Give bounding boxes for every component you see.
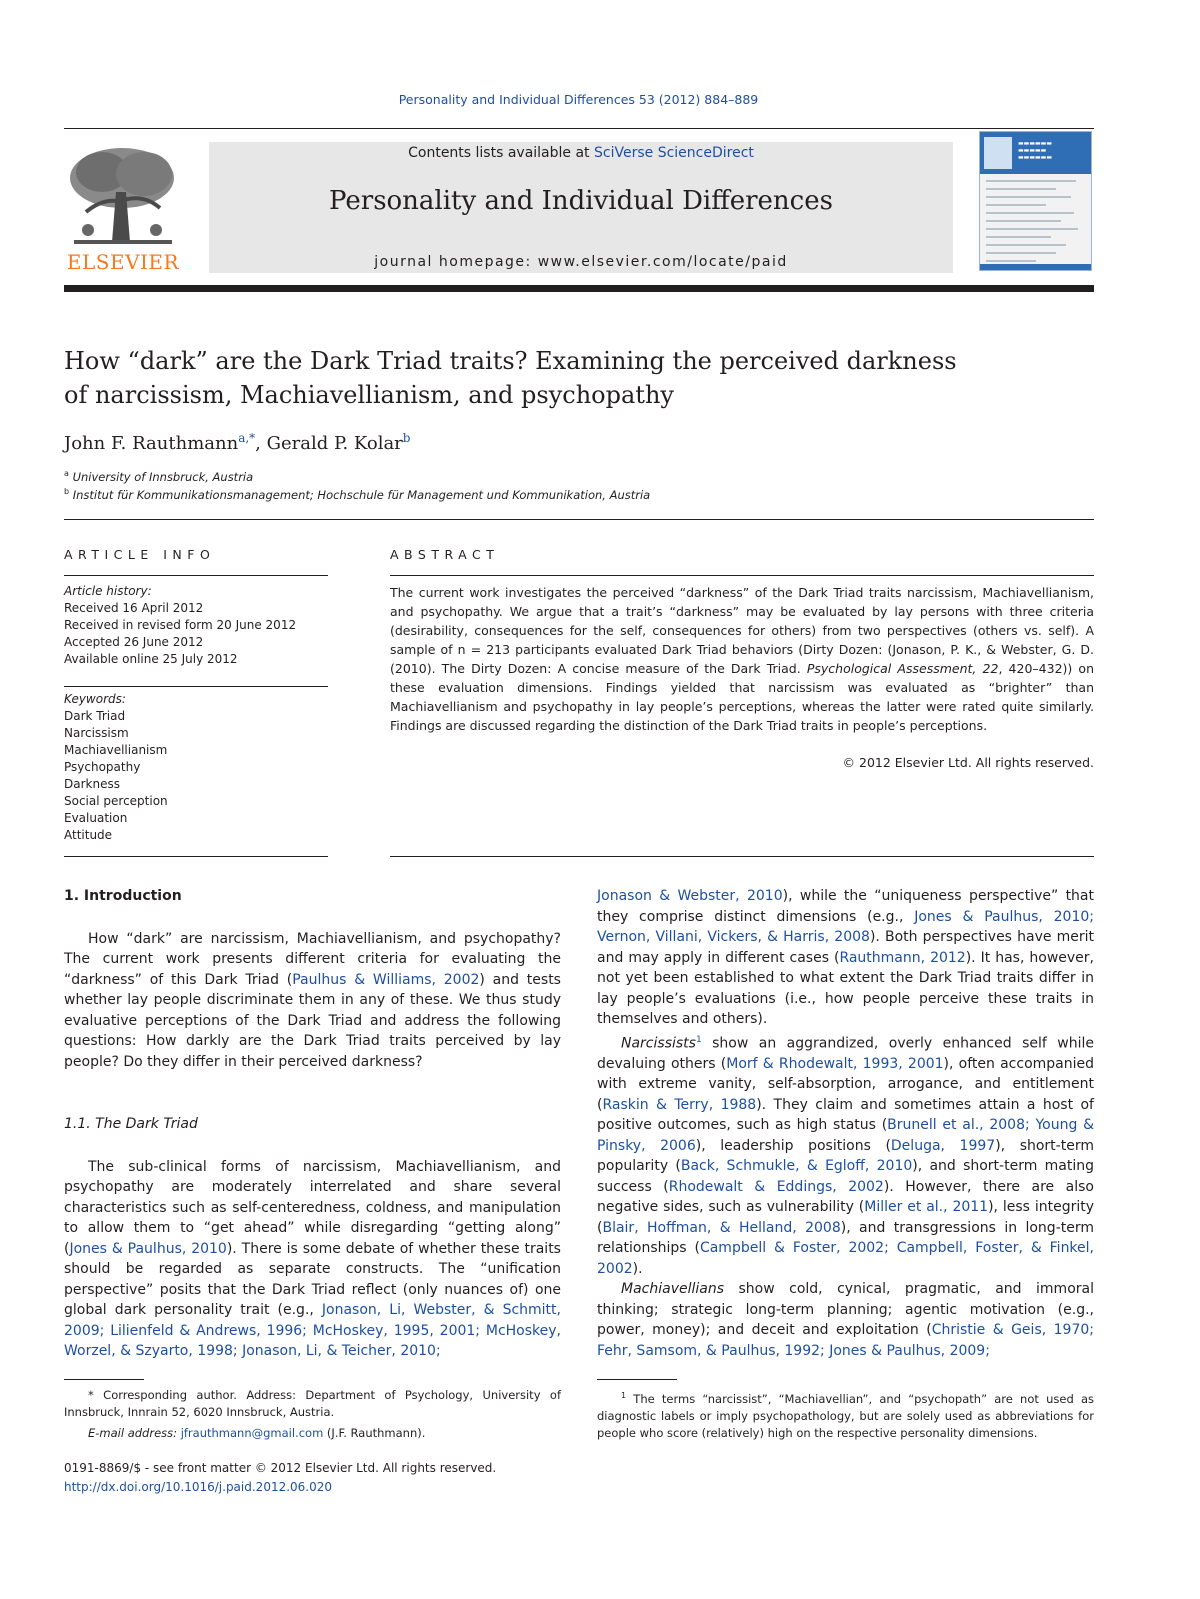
- citation-link[interactable]: Paulhus & Williams, 2002: [292, 971, 480, 988]
- contents-prefix: Contents lists available at: [408, 145, 594, 161]
- citation-link[interactable]: Brunell et al., 2008; Young & Pinsky, 2006: [597, 1117, 1095, 1154]
- citation-link[interactable]: Raskin & Terry, 1988: [602, 1096, 757, 1113]
- abstract-bottom-rule: [390, 856, 1094, 857]
- keyword: Attitude: [64, 828, 113, 842]
- author-2-mark[interactable]: b: [402, 431, 411, 445]
- persp-text-c: ). It has, however, not yet been established to what extent the Dark Triad traits differ in lay people’s evaluations (i.e., how people perceive these traits in themselves and others).: [597, 949, 1094, 1027]
- citation-link[interactable]: Miller et al., 2011: [864, 1199, 989, 1216]
- title-rule: [64, 519, 1094, 520]
- narc-text: show an aggrandized, overly enhanced self while devaluing others (: [597, 1035, 1094, 1072]
- narcissists-lead: Narcissists: [621, 1035, 696, 1052]
- narcissists-paragraph: [597, 1030, 1094, 1280]
- citation-link[interactable]: Campbell & Foster, 2002; Campbell, Foster, & Finkel, 2002: [597, 1240, 1094, 1277]
- intro-paragraph: [64, 929, 561, 1073]
- history-accepted: Accepted 26 June 2012: [64, 635, 204, 649]
- cover-logo-icon: [984, 137, 1012, 169]
- title-line-2: of narcissism, Machiavellianism, and psychopathy: [64, 381, 674, 409]
- right-column: [597, 886, 1094, 1361]
- affiliation-b-text: Institut für Kommunikationsmanagement; Hochschule für Management und Kommunikation, Austria: [72, 487, 651, 502]
- elsevier-wordmark: ELSEVIER: [66, 250, 180, 274]
- author-2[interactable]: , Gerald P. Kolar: [255, 433, 403, 454]
- narc-text: ), often accompanied with extreme vanity, self-absorption, arrogance, and entitlement (: [597, 1055, 1094, 1113]
- citation-link[interactable]: Blair, Hoffman, & Helland, 2008: [602, 1219, 841, 1236]
- machiavellians-paragraph: [597, 1279, 1094, 1361]
- homepage-prefix: journal homepage:: [374, 254, 538, 270]
- article-title: [64, 344, 1024, 412]
- article-info-rule: [64, 575, 328, 576]
- terms-footnote-text: The terms “narcissist”, “Machiavellian”, and “psychopath” are not used as diagnostic labels or imply psychopathology, but are solely used as abbreviations for people who score (relatively) high on the respective personality dimensions.: [597, 1391, 1094, 1440]
- cover-footer: [980, 264, 1091, 270]
- machiavellians-lead: Machiavellians: [621, 1281, 725, 1298]
- affiliation-a-text: University of Innsbruck, Austria: [72, 469, 254, 484]
- keyword: Dark Triad: [64, 709, 126, 723]
- journal-citation[interactable]: Personality and Individual Differences 53 (2012) 884–889: [398, 92, 759, 107]
- citation-link[interactable]: Back, Schmukle, & Egloff, 2010: [680, 1158, 913, 1175]
- article-info-heading: ARTICLE INFO: [64, 547, 216, 562]
- narc-text: ). They claim and sometimes attain a host of positive outcomes, such as high status (: [597, 1096, 1094, 1134]
- citation-link[interactable]: Morf & Rhodewalt, 1993, 2001: [726, 1055, 944, 1072]
- email-suffix: (J.F. Rauthmann).: [323, 1426, 426, 1440]
- homepage-url[interactable]: www.elsevier.com/locate/paid: [537, 254, 788, 270]
- footnote-mark[interactable]: 1: [695, 1034, 702, 1045]
- narc-text: ), leadership positions (: [695, 1137, 891, 1154]
- narc-text: ), and short-term mating success (: [597, 1158, 1094, 1195]
- dt-text-b: ). There is some debate of whether these traits should be regarded as separate constructs. The “unification perspective” posits that the Dark Triad reflect (only nuances of) one global dark personality trait (e.g.,: [64, 1240, 561, 1318]
- affiliation-b: [64, 487, 650, 502]
- citation-link[interactable]: Rhodewalt & Eddings, 2002: [668, 1178, 884, 1195]
- citation-link[interactable]: Jones & Paulhus, 2010: [69, 1240, 227, 1257]
- narc-text: ), less integrity (: [597, 1199, 1095, 1236]
- doi-link[interactable]: http://dx.doi.org/10.1016/j.paid.2012.06.020: [64, 1480, 333, 1494]
- author-list: [64, 431, 410, 454]
- affiliation-a: [64, 469, 253, 484]
- cover-toc-lines: [986, 180, 1086, 268]
- perspectives-paragraph: [597, 886, 1094, 1030]
- footnote-rule-right: [597, 1379, 677, 1380]
- abstract-text: [390, 583, 1094, 735]
- elsevier-tree-icon: [64, 142, 182, 250]
- keyword: Evaluation: [64, 811, 128, 825]
- front-matter: [64, 1459, 496, 1497]
- corresponding-author-footnote: [64, 1387, 561, 1442]
- citation-link[interactable]: Rauthmann, 2012: [839, 949, 966, 966]
- citation-link[interactable]: Jones & Paulhus, 2010; Vernon, Villani, Vickers, & Harris, 2008: [597, 908, 1094, 945]
- mach-text: show cold, cynical, pragmatic, and immoral thinking; strategic long-term planning; agentic motivation (e.g., power, money); and deceit and exploitation (: [597, 1281, 1094, 1339]
- abstract-part-1: The current work investigates the perceived “darkness” of the Dark Triad traits narcissism, Machiavellianism, and psychopathy. We argue that a trait’s “darkness” may be evaluated by lay persons with three criteria (desirability, consequences for the self, consequences for others) from two perspectives (others vs. self). A sample of n = 213 participants evaluated Dark Triad behaviors (Dirty Dozen: (Jonason, P. K., & Webster, G. D. (2010). The Dirty Dozen: A concise measure of the Dark Triad.: [390, 585, 1094, 676]
- keywords-label: Keywords:: [64, 692, 126, 706]
- abstract-rule: [390, 575, 1094, 576]
- persp-text-b: ). Both perspectives have merit and may apply in different cases (: [597, 929, 1094, 966]
- header-rule: [64, 128, 1094, 129]
- email-link[interactable]: jfrauthmann@gmail.com: [180, 1426, 324, 1440]
- cover-title-graphic: ▬▬▬▬▬▬ ▬▬▬▬▬ ▬▬▬▬▬▬: [1018, 140, 1053, 161]
- section-introduction-title: 1. Introduction: [64, 888, 182, 904]
- article-info-bottom-rule: [64, 856, 328, 857]
- keyword: Narcissism: [64, 726, 129, 740]
- history-label: Article history:: [64, 584, 152, 598]
- sciencedirect-link[interactable]: SciVerse ScienceDirect: [594, 145, 754, 161]
- history-revised: Received in revised form 20 June 2012: [64, 618, 297, 632]
- abstract-copyright: © 2012 Elsevier Ltd. All rights reserved.: [842, 755, 1094, 770]
- footnote-number: 1: [621, 1391, 627, 1400]
- contents-line: [209, 145, 953, 161]
- intro-text-b: ) and tests whether lay people discriminate them in any of these. We thus study evaluative perceptions of the Dark Triad and address the following questions: How darkly are the Dark Triad traits perceived by lay people? Do they differ in their perceived darkness?: [64, 971, 561, 1070]
- keywords-list: [64, 691, 328, 844]
- persp-text-a: ), while the “uniqueness perspective” that they comprise distinct dimensions (e.g.,: [597, 888, 1094, 925]
- abstract-journal-ref: Psychological Assessment, 22: [806, 661, 999, 676]
- narc-text: ).: [632, 1260, 643, 1277]
- narc-text: ). However, there are also negative sides, such as vulnerability (: [597, 1178, 1094, 1216]
- dark-triad-paragraph: [64, 1157, 561, 1362]
- history-online: Available online 25 July 2012: [64, 652, 238, 666]
- intro-text-a: How “dark” are narcissism, Machiavellianism, and psychopathy? The current work presents different criteria for evaluating the “darkness” of this Dark Triad (: [64, 930, 561, 988]
- history-received: Received 16 April 2012: [64, 601, 204, 615]
- affiliation-a-mark: a: [64, 469, 69, 478]
- citation-link[interactable]: Deluga, 1997: [890, 1137, 996, 1154]
- dt-text-a: The sub-clinical forms of narcissism, Machiavellianism, and psychopathy are moderately interrelated and share several characteristics such as self-centeredness, coldness, and manipulation to allow them to “get ahead” while disregarding “getting along” (: [64, 1158, 561, 1257]
- affiliation-b-mark: b: [64, 487, 70, 496]
- email-footnote: [64, 1425, 561, 1442]
- article-history: [64, 583, 328, 668]
- header-thick-rule: [64, 285, 1094, 292]
- left-column: [64, 886, 561, 1362]
- narc-text: ), and transgressions in long-term relationships (: [597, 1219, 1094, 1257]
- citation-link[interactable]: Jonason & Webster, 2010: [597, 888, 783, 904]
- journal-banner: [209, 142, 953, 273]
- abstract-part-2: , 420–432)) on these evaluation dimensions. Findings yielded that narcissism was evaluated as “brighter” than Machiavellianism and psychopathy in lay people’s perceptions, whereas the latter were rated quite similarly. Findings are discussed regarding the distinction of the Dark Triad traits in people’s perceptions.: [390, 661, 1094, 733]
- keywords-rule: [64, 686, 328, 687]
- keyword: Social perception: [64, 794, 168, 808]
- elsevier-logo[interactable]: [64, 142, 182, 274]
- author-1[interactable]: John F. Rauthmann: [64, 433, 239, 454]
- keyword: Psychopathy: [64, 760, 141, 774]
- abstract-heading: ABSTRACT: [390, 547, 500, 562]
- journal-homepage: [209, 254, 953, 270]
- journal-title: Personality and Individual Differences: [329, 186, 833, 216]
- narc-text: ), short-term popularity (: [597, 1137, 1094, 1175]
- terms-footnote: [597, 1387, 1094, 1442]
- citation-link[interactable]: Christie & Geis, 1970; Fehr, Samsom, & Paulhus, 1992; Jones & Paulhus, 2009;: [597, 1322, 1094, 1359]
- keyword: Machiavellianism: [64, 743, 168, 757]
- cover-header: [980, 132, 1091, 174]
- corresponding-author-text: * Corresponding author. Address: Department of Psychology, University of Innsbruck, Innrain 52, 6020 Innsbruck, Austria.: [64, 1388, 561, 1419]
- citation-link[interactable]: Jonason, Li, Webster, & Schmitt, 2009; Lilienfeld & Andrews, 1996; McHoskey, 1995, 2001; McHoskey, Worzel, & Szyarto, 1998; Jonason, Li, & Teicher, 2010;: [64, 1302, 561, 1359]
- email-label: E-mail address:: [88, 1426, 181, 1440]
- footnote-rule-left: [64, 1379, 144, 1380]
- issn-line: 0191-8869/$ - see front matter © 2012 Elsevier Ltd. All rights reserved.: [64, 1461, 497, 1475]
- journal-cover-thumbnail[interactable]: [979, 131, 1092, 271]
- author-1-marks[interactable]: a,*: [238, 431, 256, 445]
- section-dark-triad-title: 1.1. The Dark Triad: [64, 1116, 198, 1132]
- title-line-1: How “dark” are the Dark Triad traits? Examining the perceived darkness: [64, 347, 957, 375]
- keyword: Darkness: [64, 777, 120, 791]
